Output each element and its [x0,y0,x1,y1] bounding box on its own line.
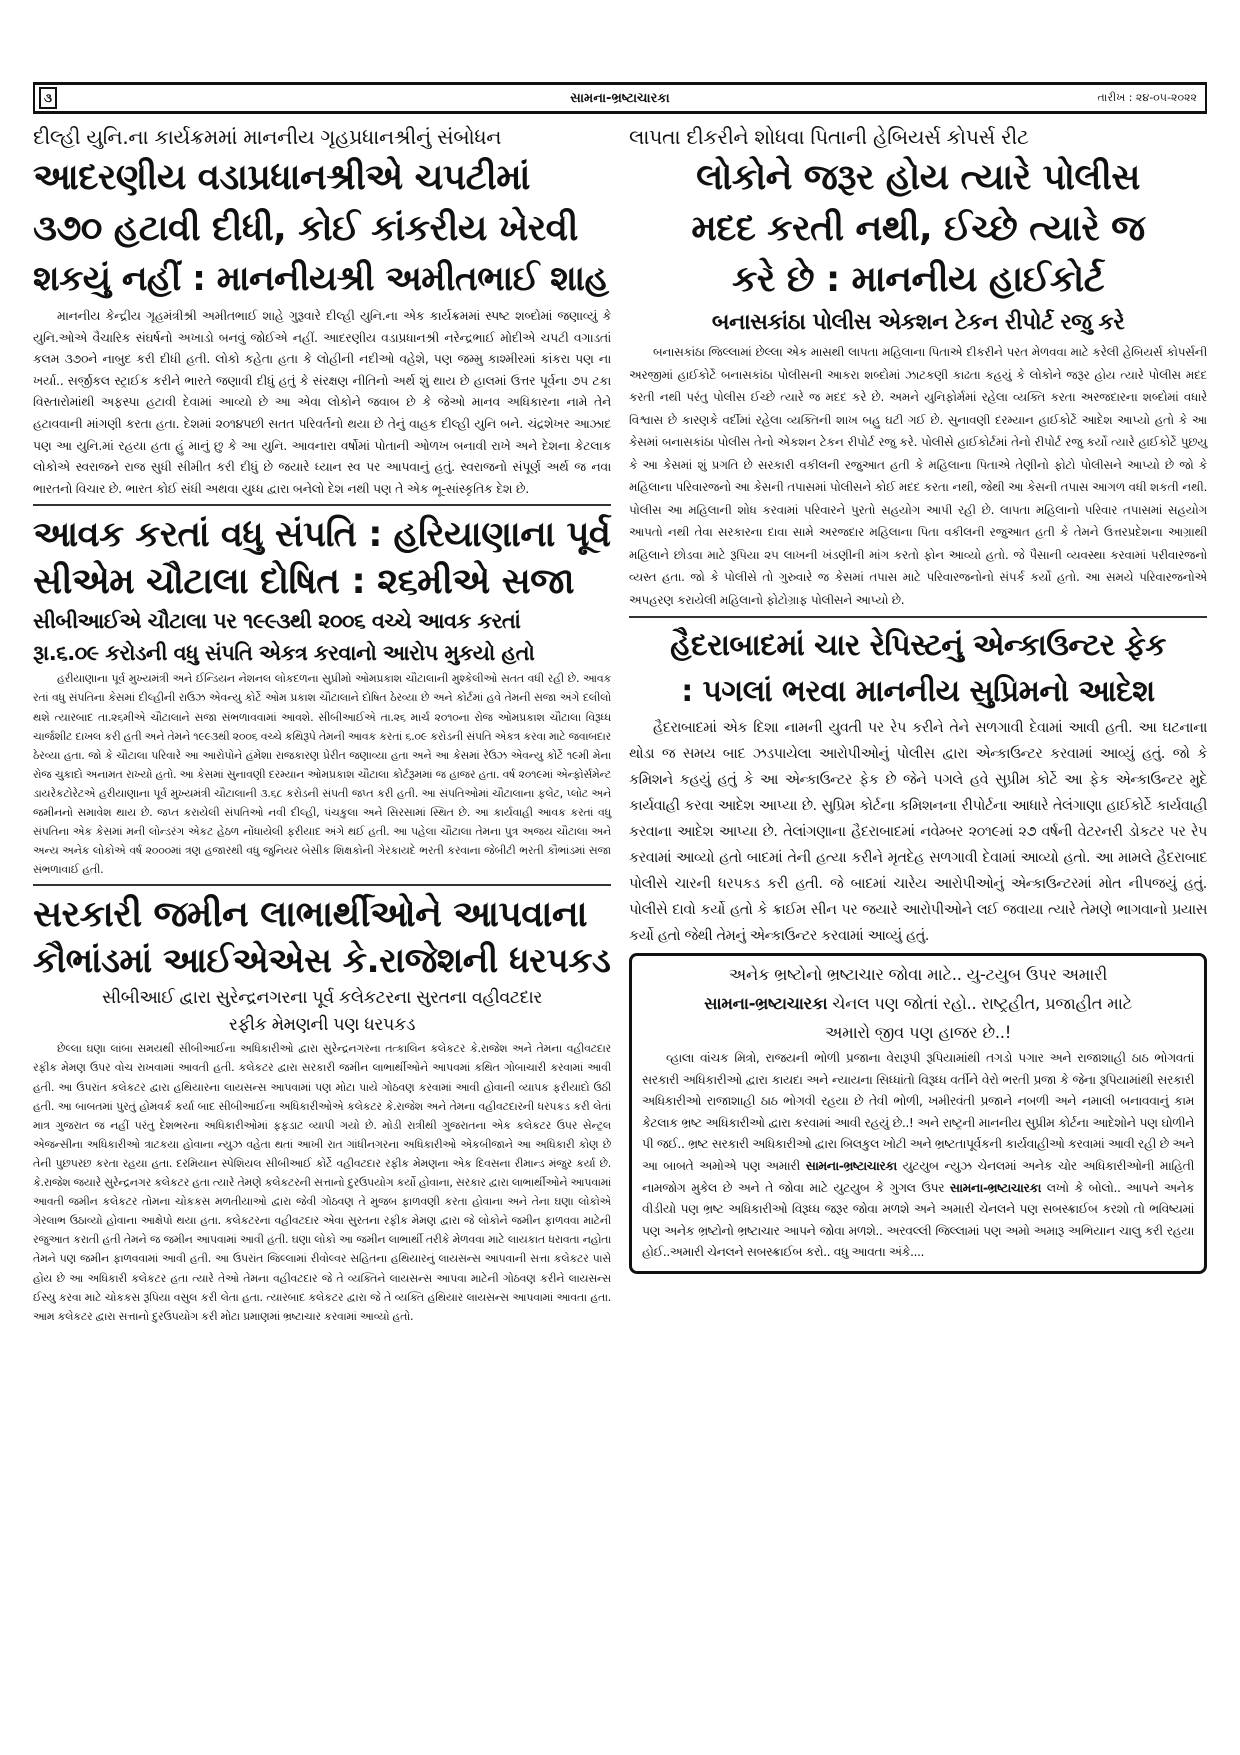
right-column [629,122,1207,1326]
article-rajesh [33,891,611,1325]
headline-line: : પગલાં ભરવા માનનીય સુપ્રિમનો આદેશ [681,674,1155,709]
subheadline-line: સીબીઆઈએ ચૌટાલા પર ૧૯૯૩થી ૨૦૦૬ વચ્ચે આવક કરતાં [33,609,521,634]
article-hyderabad [629,623,1207,949]
headline-line: મદદ કરતી નથી, ઈચ્છે ત્યારે જ [691,208,1145,249]
article-body: હૈદરાબાદમાં એક દિશા નામની યુવતી પર રેપ કરીને તેને સળગાવી દેવામાં આવી હતી. આ ઘટનાના થોડા જ સમય બાદ ઝડપાયેલા આરોપીઓનું પોલીસ દ્વારા એન્કાઉન્ટર કરવામાં આવ્યું હતું. જો કે કમિશને કહયું હતું કે આ એન્કાઉન્ટર ફેક છે જેને પગલે હવે સુપ્રીમ કોર્ટે આ ફેક એન્કાઉન્ટર મુદે કાર્યવાહી કરવા આદેશ આપ્યા છે. સુપ્રિમ કોર્ટના કમિશનના રીપોર્ટના આધારે તેલંગાણા હાઈકોર્ટે કાર્યવાહી કરવાના આદેશ આપ્યા છે. તેલાંગણાના હૈદરાબાદમાં નવેમ્બર ૨૦૧૯માં ૨૭ વર્ષની વેટરનરી ડોકટર પર રેપ કરવામાં આવ્યો હતો બાદમાં તેની હત્યા કરીને મૃતદેહ સળગાવી દેવામાં આવ્યો હતો. આ મામલે હૈદરાબાદ પોલીસે ચારની ધરપકડ કરી હતી. જે બાદમાં ચારેય આરોપીઓનું એન્કાઉન્ટરમાં મોત નીપજયું હતું. પોલીસે દાવો કર્યો હતો કે ક્રાઈમ સીન પર જયારે આરોપીઓને લઈ જવાયા ત્યારે તેમણે ભાગવાનો પ્રયાસ કર્યો હતો જેથી તેમનું એન્કાઉન્ટર કરવામાં આવ્યું હતું. [629,720,1207,944]
subheadline-line: રફીક મેમણની પણ ધરપકડ [228,1015,416,1036]
channel-name: સામના-ભ્રષ્ટાચારકા [704,994,828,1013]
channel-name: સામના-ભ્રષ્ટાચારકા [805,1157,897,1173]
promo-text: વ્હાલા વાંચક મિત્રો, રાજયની ભોળી પ્રજાના વેરારૂપી રૂપિયામાંથી તગડો પગાર અને રાજાશાહી ઠાઠ ભોગવતાં સરકારી અધિકારીઓ દ્વારા કાયદા અને ન્યાયના સિધ્ધાંતો વિરૂધ્ધ વર્તીને વેરો ભરતી પ્રજા કે જેના રૂપિયામાંથી સરકારી અધિકારીઓ રાજાશાહી ઠાઠ ભોગવી રહયા છે તેવી ભોળી, ખમીરવંતી પ્રજાને નબળી અને નમાલી બનાવવાનું કામ કેટલાક ભ્રષ્ટ અધિકારીઓ દ્વારા કરવામાં આવી રહયું છે..! અને રાષ્ટ્રની માનનીય સુપ્રીમ કોર્ટના આદેશોને પણ ઘોળીને પી જઈ.. ભ્રષ્ટ સરકારી અધિકારીઓ દ્વારા બિલકુલ ખોટી અને ભ્રષ્ટતાપૂર્વકની કાર્યવાહીઓ કરવામાં આવી રહી છે અને આ બાબતે અમોએ પણ અમારી [642,1050,1194,1173]
headline-line: લોકોને જરૂર હોય ત્યારે પોલીસ [696,157,1140,198]
promo-headline: અનેક ભ્રષ્ટોનો ભ્રષ્ટાચાર જોવા માટે.. યુ-ટયુબ ઉપર અમારી [728,965,1108,984]
youtube-channel-promo-box [629,953,1207,1274]
masthead [33,82,1207,114]
headline-line: શકયું નહીં : માનનીયશ્રી અમીતભાઈ શાહ [33,259,609,299]
article-kicker: દીલ્હી યુનિ.ના કાર્યક્રમમાં માનનીય ગૃહપ્રધાનશ્રીનું સંબોધન [33,125,502,149]
divider [33,504,611,506]
headline-line: આવક કરતાં વધુ સંપતિ : હરિયાણાના પૂર્વ [33,514,611,556]
article-body: માનનીય કેન્દ્રીય ગૃહમંત્રીશ્રી અમીતભાઈ શાહે ગુરૂવારે દીલ્હી યુનિ.ના એક કાર્યક્રમમાં સ્પષ્ટ શબ્દોમાં જણાવ્યું કે યુનિ.ઓએ વૈચારિક સંઘર્ષનો અખાડો બનવું જોઈએ નહીં. આદરણીય વડાપ્રધાનશ્રી નરેન્દ્રભાઈ મોદીએ ચપટી વગાડતાં કલમ ૩૭૦ને નાબુદ કરી દીધી હતી. લોકો કહેતા હતા કે લોહીની નદીઓ વહેશે, પણ જમ્મુ કાશ્મીરમાં કાંકરા પણ ના ખર્યા.. સર્જીકલ સ્ટ્રાઈક કરીને ભારતે જણાવી દીધું હતું કે સંરક્ષણ નીતિનો અર્થ શું થાય છે હાલમાં ઉત્તર પૂર્વના ૭૫ ટકા વિસ્તારોમાંથી અફસ્પા હટાવી દેવામાં આવ્યો છે આ એવા લોકોને જવાબ છે કે જેઓ માનવ અધિકારના નામે તેને હટાવવાની માંગણી કરતા હતા. દેશમાં ૨૦૧૪પછી સતત પરિવર્તનો થયા છે તેનું વાહક દીલ્હી યુનિ બને. ચંદ્રશેખર આઝાદ પણ આ યુનિ.માં રહયા હતા હું માનું છુ કે આ યુનિ. આવનારા વર્ષોમાં પોતાની ઓળખ બનાવી રાખે અને દેશના કેટલાક લોકોએ સ્વરાજને રાજ સુધી સીમીત કરી દીધું છે જયારે ધ્યાન સ્વ પર આપવાનું હતું. સ્વરાજનો સંપૂર્ણ અર્થ જ નવા ભારતનો વિચાર છે. ભારત કોઈ સંધી અથવા યુધ્ધ દ્વારા બનેલો દેશ નથી પણ તે એક ભૂ-સાંસ્કૃતિક દેશ છે. [33,308,611,496]
page-number: ૩ [39,87,57,109]
promo-body [642,1047,1194,1263]
divider [629,616,1207,618]
article-chautala [33,511,611,879]
promo-headline-text: ચેનલ પણ જોતાં રહો.. રાષ્ટ્રહીત, પ્રજાહીત માટે [827,994,1132,1013]
headline-line: આદરણીય વડાપ્રધાનશ્રીએ ચપટીમાં [33,157,530,198]
channel-name: સામના-ભ્રષ્ટાચારકા [949,1179,1041,1195]
promo-text: લખો કે બોલો.. આપને અનેક વીડીયો પણ ભ્રષ્ટ અધિકારીઓ વિરૂધ્ધ જરૂર જોવા મળશે અને અમારી ચેનલને પણ સબસ્ક્રાઈબ કરશો તો ભવિષ્યમાં પણ અનેક ભ્રષ્ટોનો ભ્રષ્ટાચાર આપને જોવા મળશે.. અરવલ્લી જિલ્લામાં પણ અમો અમારૂ અભિયાન ચાલુ કરી રહયા હોઈ..અમારી ચેનલને સબસ્ક્રાઈબ કરો.. વધુ આવતા અંકે.... [642,1179,1194,1260]
headline-line: કૌભાંડમાં આઈએએસ કે.રાજેશની ધરપકડ [33,941,611,982]
headline-line: ૩૭૦ હટાવી દીધી, કોઈ કાંકરીય ખેરવી [33,208,578,249]
subheadline-line: સીબીઆઈ દ્વારા સુરેન્દ્રનગરના પૂર્વ કલેકટરના સુરતના વહીવટદાર [101,988,542,1009]
issue-date: તારીખ : ૨૪-૦૫-૨૦૨૨ [1097,91,1197,104]
article-body: બનાસકાંઠા જિલ્લામાં છેલ્લા એક માસથી લાપતા મહિલાના પિતાએ દીકરીને પરત મેળવવા માટે કરેલી હેબિયર્સ કોપર્સની અરજીમાં હાઈકોર્ટે બનાસકાંઠા પોલીસની આકરા શબ્દોમાં ઝાટકણી કાઢતા કહયું કે લોકોને જરૂર હોય ત્યારે પોલીસ મદદ કરતી નથી પરંતુ પોલીસ ઈચ્છે ત્યારે જ મદદ કરે છે. અમને યુનિફોર્મમાં રહેલા વ્યક્તિ કરતા અરજદારના શબ્દોમાં વધારે વિશ્વાસ છે કારણકે વર્દીમાં રહેલા વ્યક્તિની શાખ બહુ ઘટી ગઈ છે. સુનાવણી દરમ્યાન હાઈકોર્ટે આદેશ આપ્યો હતો કે આ કેસમાં બનાસકાંઠા પોલીસ તેનો એકશન ટેકન રીપોર્ટ રજુ કરે. પોલીસે હાઈકોર્ટમાં તેનો રીપોર્ટ રજુ કર્યો ત્યારે હાઈકોર્ટે પુછયુ કે આ કેસમાં શું પ્રગતિ છે સરકારી વકીલની રજુઆત હતી કે મહિલાના પિતાએ તેણીનો ફોટો પોલીસને આપ્યો છે જો કે મહિલાના પરિવારજનો આ કેસની તપાસમાં પોલીસને કોઈ મદદ કરતા નથી, જેથી આ કેસની તપાસ આગળ વધી શકતી નથી. પોલીસ આ મહિલાની શોધ કરવામાં પરિવારને પુરતો સહયોગ આપી રહી છે. લાપતા મહિલાનો પરિવાર તપાસમાં સહયોગ આપતો નથી તેવા સરકારના દાવા સામે અરજદાર મહિલાના પિતા વકીલની રજુઆત હતી કે તેમને ઉત્તરપ્રદેશના આગ્રાથી મહિલાને છોડવા માટે રૂપિયા ૨૫ લાખની ખંડણીની માંગ કરતો ફોન આવ્યો હતો. જે પૈસાની વ્યવસ્થા કરવામાં પરીવારજનો વ્યસ્ત હતા. જો કે પોલીસે તો ગુરુવારે જ કેસમાં તપાસ માટે પરિવારજનોનો સંપર્ક કર્યો હતો. આ સમયે પરિવારજનોએ અપહરણ કરાયેલી મહિલાનો ફોટોગ્રાફ પોલીસને આપ્યો છે. [629,345,1207,607]
newspaper-page [33,82,1207,1326]
promo-headline: અમારો જીવ પણ હાજર છે..! [824,1023,1012,1042]
headline-line: કરે છે : માનનીય હાઈકોર્ટ [731,259,1105,300]
article-subheadline: બનાસકાંઠા પોલીસ એકશન ટેકન રીપોર્ટ રજુ કરે [711,310,1125,335]
article-kicker: લાપતા દીકરીને શોધવા પિતાની હેબિયર્સ કોપર્સ રીટ [629,125,1029,149]
left-column [33,122,611,1326]
promo-text: યુટયુબ ન્યુઝ ચેનલમાં અનેક ચોર અધિકારીઓની માહિતી નામજોગ મુકેલ છે અને તે જોવા માટે યુટયુબ કે ગુગલ ઉપર [642,1157,1194,1195]
promo-headline [642,989,1194,1018]
article-amit-shah [33,122,611,499]
headline-line: સરકારી જમીન લાભાર્થીઓને આપવાના [33,894,587,936]
paper-name: સામના-ભ્રષ્ટાચારકા [570,90,670,106]
subheadline-line: રૂા.૬.૦૯ કરોડની વધુ સંપતિ એકત્ર કરવાનો આરોપ મુકયો હતો [33,641,535,666]
headline-line: સીએમ ચૌટાલા દોષિત : ૨૬મીએ સજા [33,561,575,603]
headline-line: હૈદરાબાદમાં ચાર રેપિસ્ટનું એન્કાઉન્ટર ફેક [670,628,1166,663]
divider [33,884,611,886]
article-body: હરીયાણાના પૂર્વ મુખ્યમંત્રી અને ઈન્ડિયન નેશનલ લોકદળના સુપ્રીમો ઓમપ્રકાશ ચૌટાલાની મુશ્કેલીઓ સતત વધી રહી છે. આવક રતાં વધુ સંપતિના કેસમાં દીલ્હીની રાઉઝ એવન્યુ કોર્ટે ઓમ પ્રકાશ ચૌટાલાને દોષિત ઠેરવ્યા છે અને કોર્ટમાં હવે તેમની સજા અંગે દલીલો થશે ત્યારબાદ તા.૨૬મીએ ચૌટાલાને સજા સંભળાવવામાં આવશે. સીબીઆઈએ તા.૨૬ માર્ચ ૨૦૧૦ના રોજ ઓમપ્રકાશ ચૌટાલા વિરૂધ્ધ ચાર્જશીટ દાખલ કરી હતી અને તેમને ૧૯૯૩થી ૨૦૦૬ વચ્ચે કથિરૂપે તેમની આવક કરતાં ૬.૦૯ કરોડની સંપતિ એકત્ર કરવા માટે જવાબદાર ઠેરવ્યા હતા. જો કે ચૌટાલા પરિવારે આ આરોપોને હંમેશા રાજકારણ પ્રેરીત જણાવ્યા હતા અને આ કેસમાં રેઉઝ એવન્યુ કોર્ટે ૧૯મી મેના રોજ ચુકાદો અનામત રાખ્યો હતો. આ કેસમાં સુનાવણી દરમ્યાન ઓમપ્રકાશ ચૌટાલા કોર્ટરૂમમાં જ હાજર હતા. વર્ષ ૨૦૧૯માં એન્ફોર્સમેન્ટ ડાયરેકટોરેટએ હરીયાણાના પૂર્વ મુખ્યમંત્રી ચૌટાલાની ૩.૬૮ કરોડની સંપતી જપ્ત કરી હતી. આ સંપતિઓમાં ચૌટાલાના ફલેટ, પ્લોટ અને જમીનનો સમાવેશ થાય છે. જપ્ત કરાયેલી સંપતિઓ નવી દીલ્હી, પંચકુલા અને સિરસામાં સ્થિત છે. આ કાર્યવાહી આવક કરતાં વધુ સંપતિના એક કેસમાં મની લોન્ડરંગ એકટ હેઠળ નોંધાયેલી ફરીયાદ અંગે થઈ હતી. આ પહેલા ચૌટાલા તેમના પુત્ર અજય ચૌટાલા અને અન્ય અનેક લોકોએ વર્ષ ૨૦૦૦માં ત્રણ હજારથી વધુ જુનિયર બેસીક શિક્ષકોની ગેરકાયદે ભરતી કરવાના જેબીટી ભરતી કૌભાંડમાં સજા સંભળાવાઈ હતી. [33,672,611,877]
article-highcourt [629,122,1207,611]
article-body: છેલ્લા ઘણા લાંબા સમયથી સીબીઆઈના અધિકારીઓ દ્વારા સુરેન્દ્રનગરના તત્કાલિન કલેકટર કે.રાજેશ અને તેમના વહીવટદાર રફીક મેમણ ઉપર વોચ રાખવામાં આવતી હતી. કલેકટર દ્વારા સરકારી જમીન લાભાર્થીઓને આપવમાં કથિત ગોબાચારી કરવામાં આવી હતી. આ ઉપરાંત કલેકટર દ્વારા હથિયારના લાયસન્સ આપવામાં પણ મોટા પાયે ગોઠવણ કરવામાં આવી હોવાની વ્યાપક ફરીયાદો ઉઠી હતી. આ બાબતમાં પુરતું હોમવર્ક કર્યા બાદ સીબીઆઈના અધિકારીઓએ કલેકટર કે.રાજેશ અને તેમના વહીવટદારની ધરપકડ કરી લેતાં માત્ર ગુજરાત જ નહીં પરંતુ દેશભરના અધિકારીઓમાં ફફડાટ વ્યાપી ગયો છે. મોડી રાત્રીથી ગુજરાતના એક કલેકટર ઉપર સેન્ટ્રલ એજન્સીના અધિકારીઓ ત્રાટકયા હોવાના ન્યુઝ વહેતા થતાં આખી રાત ગાંધીનગરના અધિકારીઓ એકબીજાને આ અધિકારી કોણ છે તેની પુછપરછ કરતા રહયા હતા. દરમિયાન સ્પેશિયલ સીબીઆઈ કોર્ટે વહીવટદાર રફીક મેમણના એક દિવસના રીમાન્ડ મંજુર કર્યા છે. કે.રાજેશ જયારે સુરેન્દ્રનગર કલેકટર હતા ત્યારે તેમણે કલેકટરની સત્તાનો દુરઉપયોગ કર્યો હોવાના, સરકાર દ્વારા લાભાર્થીઓને આપવામાં આવતી જમીન કલેકટર તોમના ચોકકસ મળતીયાઓ દ્વારા જેવી ગોઠવણ તે મુજબ ફાળવણી કરતા હોવાના અને તેના ઘણા લોકોએ ગેરલાભ ઉઠાવ્યો હોવાના આક્ષેપો થયા હતા. કલેકટરના વહીવટદાર એવા સુરતના રફીક મેમણ દ્વારા જે લોકોને જમીન ફાળવવા માટેની રજુઆત કરાતી હતી તેમને જ જમીન આપવામાં આવી હતી. ઘણા લોકો આ જમીન લાભાર્થી તરીકે મેળવવા માટે લાયકાત ધરાવતા નહોતા તેમને પણ જમીન ફાળવવામાં આવી હતી. આ ઉપરાંત જિલ્લામાં રીવોલ્વર સહિતના હથિયારનું લાયસન્સ આપવાની સત્તા કલેકટર પાસે હોય છે આ અધિકારી કલેકટર હતા ત્યારે તેઓ તેમના વહીવટદાર જે તે વ્યક્તિને લાયસન્સ આપવા માટેની ગોઠવણ કરીને લાયસન્સ ઈસ્યુ કરવા માટે ચોકકસ રૂપિયા વસુલ કરી લેતા હતા. ત્યારબાદ કલેકટર દ્વારા જે તે વ્યક્તિ હથિયાર લાયસન્સ આપવામાં આવતા હતા. આમ કલેકટર દ્વારા સત્તાનો દુરઉપયોગ કરી મોટા પ્રમાણમાં ભ્રષ્ટાચાર કરવામાં આવ્યો હતો. [33,1042,611,1323]
